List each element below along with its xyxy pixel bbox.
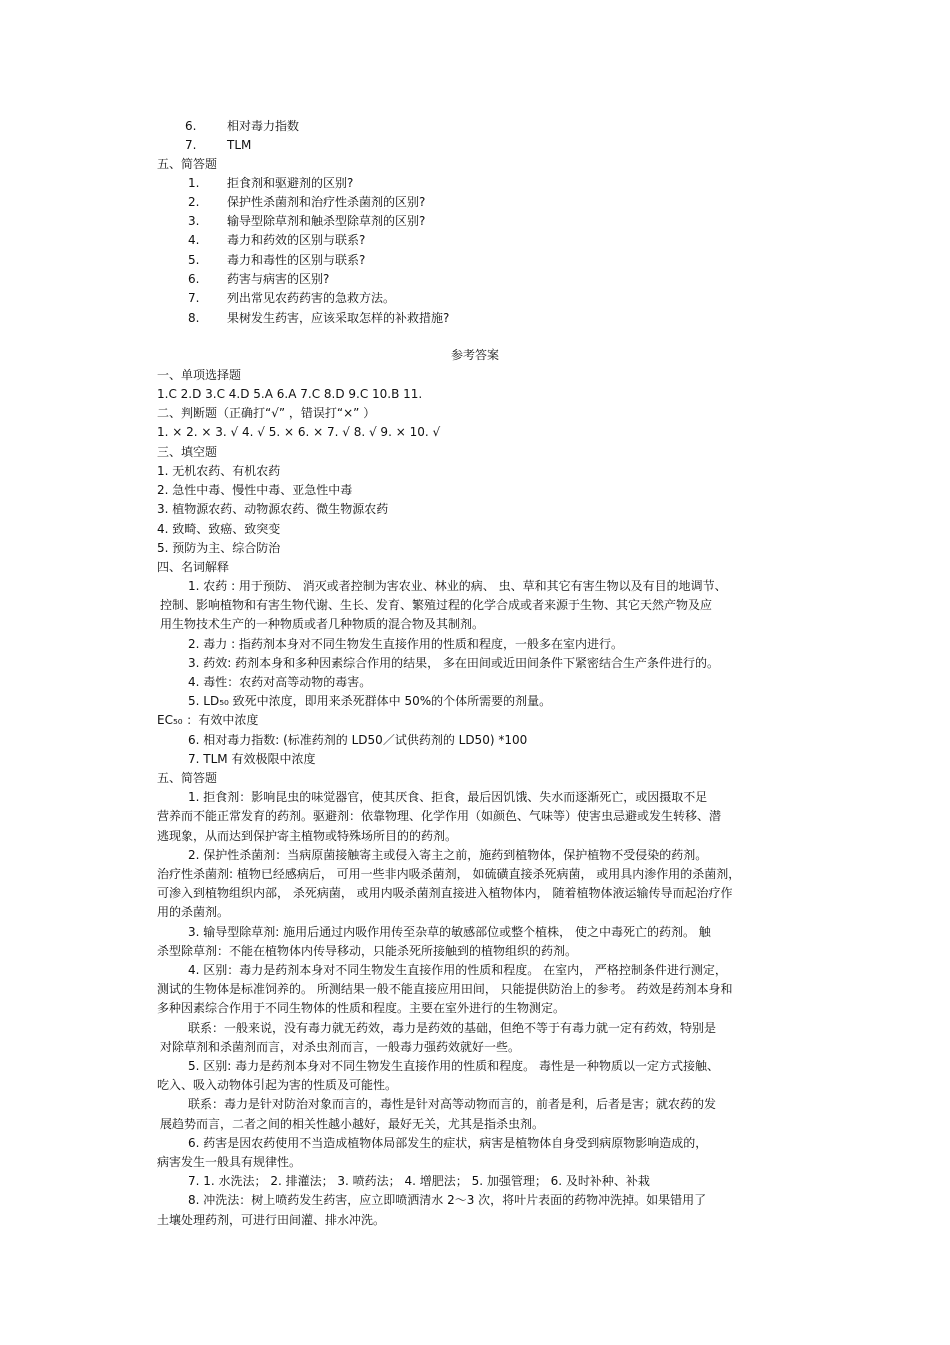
section-heading: 四、名词解释 bbox=[157, 560, 230, 574]
answer-line: 1. × 2. × 3. √ 4. √ 5. × 6. × 7. √ 8. √ 9. × 10. √ bbox=[157, 425, 441, 439]
question-num: 3. bbox=[188, 214, 200, 228]
answer-line: 病害发生一般具有规律性。 bbox=[157, 1155, 302, 1169]
section-heading: 三、填空题 bbox=[157, 445, 218, 459]
answer-line: 多种因素综合作用于不同生物体的性质和程度。主要在室外进行的生物测定。 bbox=[157, 1001, 566, 1015]
answer-line: 可渗入到植物组织内部， 杀死病菌， 或用内吸杀菌剂直接进入植物体内， 随着植物体液运输传导而起治疗作 bbox=[157, 886, 733, 900]
answer-line: 1. 农药 : 用于预防、 消灭或者控制为害农业、林业的病、 虫、草和其它有害生物以及有目的地调节、 bbox=[188, 579, 727, 593]
list-item: 相对毒力指数 bbox=[227, 119, 300, 133]
answer-line: 3. 输导型除草剂: 施用后通过内吸作用传至杂草的敏感部位或整个植株， 使之中毒死亡的药剂。 触 bbox=[188, 925, 711, 939]
answer-line: 2. 保护性杀菌剂：当病原菌接触寄主或侵入寄主之前，施药到植物体，保护植物不受侵染的药剂。 bbox=[188, 848, 708, 862]
answer-line: EC₅₀ ：有效中浓度 bbox=[157, 713, 259, 727]
section-heading: 五、简答题 bbox=[157, 157, 218, 171]
answer-line: 对除草剂和杀菌剂而言，对杀虫剂而言，一般毒力强药效就好一些。 bbox=[160, 1040, 521, 1054]
answer-line: 用生物技术生产的一种物质或者几种物质的混合物及其制剂。 bbox=[160, 617, 485, 631]
section-heading: 五、简答题 bbox=[157, 771, 218, 785]
question-num: 4. bbox=[188, 233, 200, 247]
answer-line: 联系：一般来说，没有毒力就无药效，毒力是药效的基础，但绝不等于有毒力就一定有药效，特别是 bbox=[188, 1021, 717, 1035]
answer-line: 展趋势而言，二者之间的相关性越小越好，最好无关，尤其是指杀虫剂。 bbox=[160, 1117, 545, 1131]
answer-line: 6. 药害是因农药使用不当造成植物体局部发生的症状，病害是植物体自身受到病原物影响造成的， bbox=[188, 1136, 708, 1150]
answer-line: 7. TLM 有效极限中浓度 bbox=[188, 752, 316, 766]
answer-line: 5. 预防为主、综合防治 bbox=[157, 541, 281, 555]
question-text: 药害与病害的区别? bbox=[227, 272, 330, 286]
answer-line: 治疗性杀菌剂: 植物已经感病后， 可用一些非内吸杀菌剂， 如硫磺直接杀死病菌， 或用具内渗作用的杀菌剂， bbox=[157, 867, 741, 881]
list-num: 7. bbox=[185, 138, 197, 152]
answer-line: 营养而不能正常发育的药剂。驱避剂：依靠物理、化学作用（如颜色、气味等）使害虫忌避或发生转移、潜 bbox=[157, 809, 722, 823]
answer-line: 1. 无机农药、有机农药 bbox=[157, 464, 281, 478]
answer-line: 5. 区别: 毒力是药剂本身对不同生物发生直接作用的性质和程度。 毒性是一种物质以一定方式接触、 bbox=[188, 1059, 719, 1073]
answer-line: 3. 植物源农药、动物源农药、微生物源农药 bbox=[157, 502, 389, 516]
answer-line: 用的杀菌剂。 bbox=[157, 905, 230, 919]
answer-line: 4. 毒性：农药对高等动物的毒害。 bbox=[188, 675, 372, 689]
section-heading: 一、单项选择题 bbox=[157, 368, 242, 382]
answer-line: 5. LD₅₀ 致死中浓度，即用来杀死群体中 50%的个体所需要的剂量。 bbox=[188, 694, 552, 708]
question-text: 毒力和药效的区别与联系? bbox=[227, 233, 366, 247]
answer-line: 1. 拒食剂：影响昆虫的味觉器官，使其厌食、拒食，最后因饥饿、失水而逐渐死亡，或因摄取不足 bbox=[188, 790, 708, 804]
answer-line: 2. 毒力 : 指药剂本身对不同生物发生直接作用的性质和程度，一般多在室内进行。 bbox=[188, 637, 623, 651]
answer-line: 3. 药效: 药剂本身和多种因素综合作用的结果， 多在田间或近田间条件下紧密结合生产条件进行的。 bbox=[188, 656, 719, 670]
answer-line: 7. 1. 水洗法； 2. 排灌法； 3. 喷药法； 4. 增肥法； 5. 加强管理； 6. 及时补种、补栽 bbox=[188, 1174, 650, 1188]
answer-line: 4. 致畸、致癌、致突变 bbox=[157, 522, 281, 536]
answers-title: 参考答案 bbox=[450, 348, 499, 362]
answer-line: 1.C 2.D 3.C 4.D 5.A 6.A 7.C 8.D 9.C 10.B 11. bbox=[157, 387, 423, 401]
answer-line: 土壤处理药剂，可进行田间灌、排水冲洗。 bbox=[157, 1213, 386, 1227]
answer-line: 逃现象，从而达到保护寄主植物或特殊场所目的的药剂。 bbox=[157, 829, 458, 843]
question-text: 保护性杀菌剂和治疗性杀菌剂的区别? bbox=[227, 195, 426, 209]
list-num: 6. bbox=[185, 119, 197, 133]
section-heading: 二、判断题（正确打“√” ，错误打“×” ） bbox=[157, 406, 376, 420]
answer-line: 2. 急性中毒、慢性中毒、亚急性中毒 bbox=[157, 483, 353, 497]
list-item: TLM bbox=[227, 138, 252, 152]
question-text: 毒力和毒性的区别与联系? bbox=[227, 253, 366, 267]
question-num: 2. bbox=[188, 195, 200, 209]
question-num: 8. bbox=[188, 311, 200, 325]
question-num: 7. bbox=[188, 291, 200, 305]
question-text: 列出常见农药药害的急救方法。 bbox=[227, 291, 396, 305]
answer-line: 联系：毒力是针对防治对象而言的，毒性是针对高等动物而言的，前者是利，后者是害；就农药的发 bbox=[188, 1097, 717, 1111]
question-num: 6. bbox=[188, 272, 200, 286]
question-text: 拒食剂和驱避剂的区别? bbox=[227, 176, 354, 190]
answer-line: 4. 区别：毒力是药剂本身对不同生物发生直接作用的性质和程度。 在室内， 严格控制条件进行测定， bbox=[188, 963, 727, 977]
question-text: 果树发生药害，应该采取怎样的补救措施? bbox=[227, 311, 450, 325]
answer-line: 控制、影响植物和有害生物代谢、生长、发育、繁殖过程的化学合成或者来源于生物、其它天然产物及应 bbox=[160, 598, 713, 612]
question-num: 5. bbox=[188, 253, 200, 267]
answer-line: 8. 冲洗法：树上喷药发生药害，应立即喷洒清水 2～3 次，将叶片表面的药物冲洗掉。如果错用了 bbox=[188, 1193, 707, 1207]
question-num: 1. bbox=[188, 176, 200, 190]
question-text: 输导型除草剂和触杀型除草剂的区别? bbox=[227, 214, 426, 228]
answer-line: 测试的生物体是标准饲养的。 所测结果一般不能直接应用田间， 只能提供防治上的参考。 药效是药剂本身和 bbox=[157, 982, 733, 996]
answer-line: 杀型除草剂：不能在植物体内传导移动，只能杀死所接触到的植物组织的药剂。 bbox=[157, 944, 578, 958]
answer-line: 吃入、吸入动物体引起为害的性质及可能性。 bbox=[157, 1078, 398, 1092]
answer-line: 6. 相对毒力指数: (标准药剂的 LD50／试供药剂的 LD50) *100 bbox=[188, 733, 528, 747]
